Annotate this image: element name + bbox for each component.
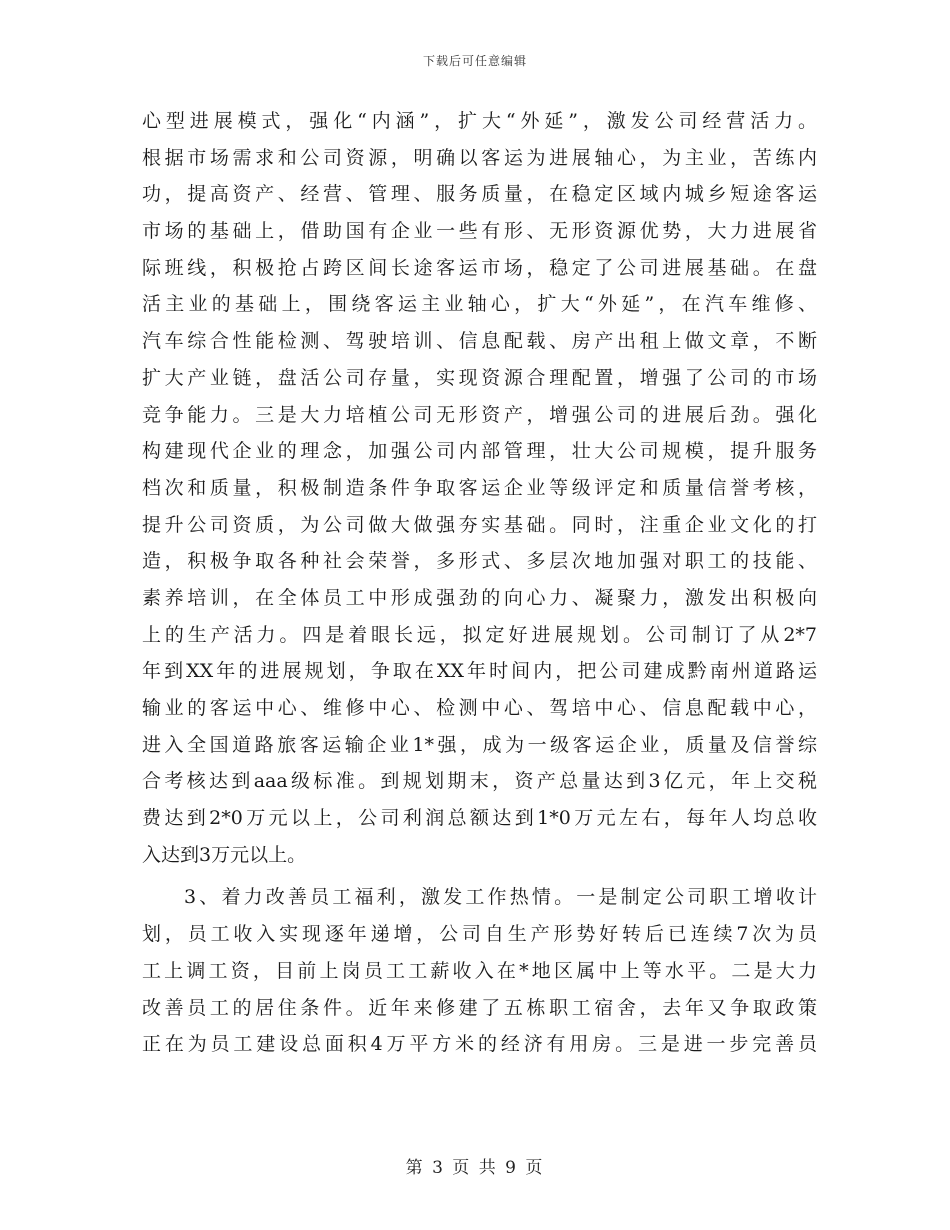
text-line: 功，提高资产、经营、管理、服务质量，在稳定区域内城乡短途客运 [142,183,817,206]
text-line: 工上调工资，目前上岗员工工薪收入在*地区属中上等水平。二是大力 [142,959,817,982]
text-line: 际班线，积极抢占跨区间长途客运市场，稳定了公司进展基础。在盘 [142,256,817,279]
text-line: 合考核达到aaa级标准。到规划期末，资产总量达到3亿元，年上交税 [142,770,817,793]
text-line: 市场的基础上，借助国有企业一些有形、无形资源优势，大力进展省 [142,220,817,243]
text-line: 构建现代企业的理念，加强公司内部管理，壮大公司规模，提升服务 [142,440,817,463]
text-line: 划，员工收入实现逐年递增，公司自生产形势好转后已连续7次为员 [142,923,817,946]
text-line: 3、着力改善员工福利，激发工作热情。一是制定公司职工增收计 [184,886,817,909]
paragraph-2 [142,879,817,1062]
page-header: 下载后可任意编辑 [422,54,527,68]
text-line: 正在为员工建设总面积4万平方米的经济有用房。三是进一步完善员 [142,1033,817,1056]
text-line: 心型进展模式，强化“内涵”，扩大“外延”，激发公司经营活力。 [142,110,817,132]
text-line: 年到XX年的进展规划，争取在XX年时间内，把公司建成黔南州道路运 [142,660,817,683]
text-line: 竞争能力。三是大力培植公司无形资产，增强公司的进展后劲。强化 [142,403,817,426]
text-line: 提升公司资质，为公司做大做强夯实基础。同时，注重企业文化的打 [142,513,817,536]
text-line: 进入全国道路旅客运输企业1*强，成为一级客运企业，质量及信誉综 [142,733,817,756]
text-line: 素养培训，在全体员工中形成强劲的向心力、凝聚力，激发出积极向 [142,586,817,609]
page-number-footer: 第 3 页 共 9 页 [405,1158,545,1178]
text-line: 造，积极争取各种社会荣誉，多形式、多层次地加强对职工的技能、 [142,550,817,573]
text-line: 上的生产活力。四是着眼长远，拟定好进展规划。公司制订了从2*7 [142,623,817,646]
text-line: 入达到3万元以上。 [142,843,307,866]
document-body [142,103,817,1063]
text-line: 改善员工的居住条件。近年来修建了五栋职工宿舍，去年又争取政策 [142,996,817,1019]
text-line: 费达到2*0万元以上，公司利润总额达到1*0万元左右，每年人均总收 [142,807,817,830]
text-line: 活主业的基础上，围绕客运主业轴心，扩大“外延”，在汽车维修、 [142,293,817,316]
paragraph-1 [142,103,817,873]
text-line: 输业的客运中心、维修中心、检测中心、驾培中心、信息配载中心， [142,697,817,719]
text-line: 汽车综合性能检测、驾驶培训、信息配载、房产出租上做文章，不断 [142,330,817,353]
text-line: 根据市场需求和公司资源，明确以客运为进展轴心，为主业，苦练内 [142,146,817,169]
text-line: 扩大产业链，盘活公司存量，实现资源合理配置，增强了公司的市场 [142,366,817,389]
text-line: 档次和质量，积极制造条件争取客运企业等级评定和质量信誉考核， [142,476,817,499]
